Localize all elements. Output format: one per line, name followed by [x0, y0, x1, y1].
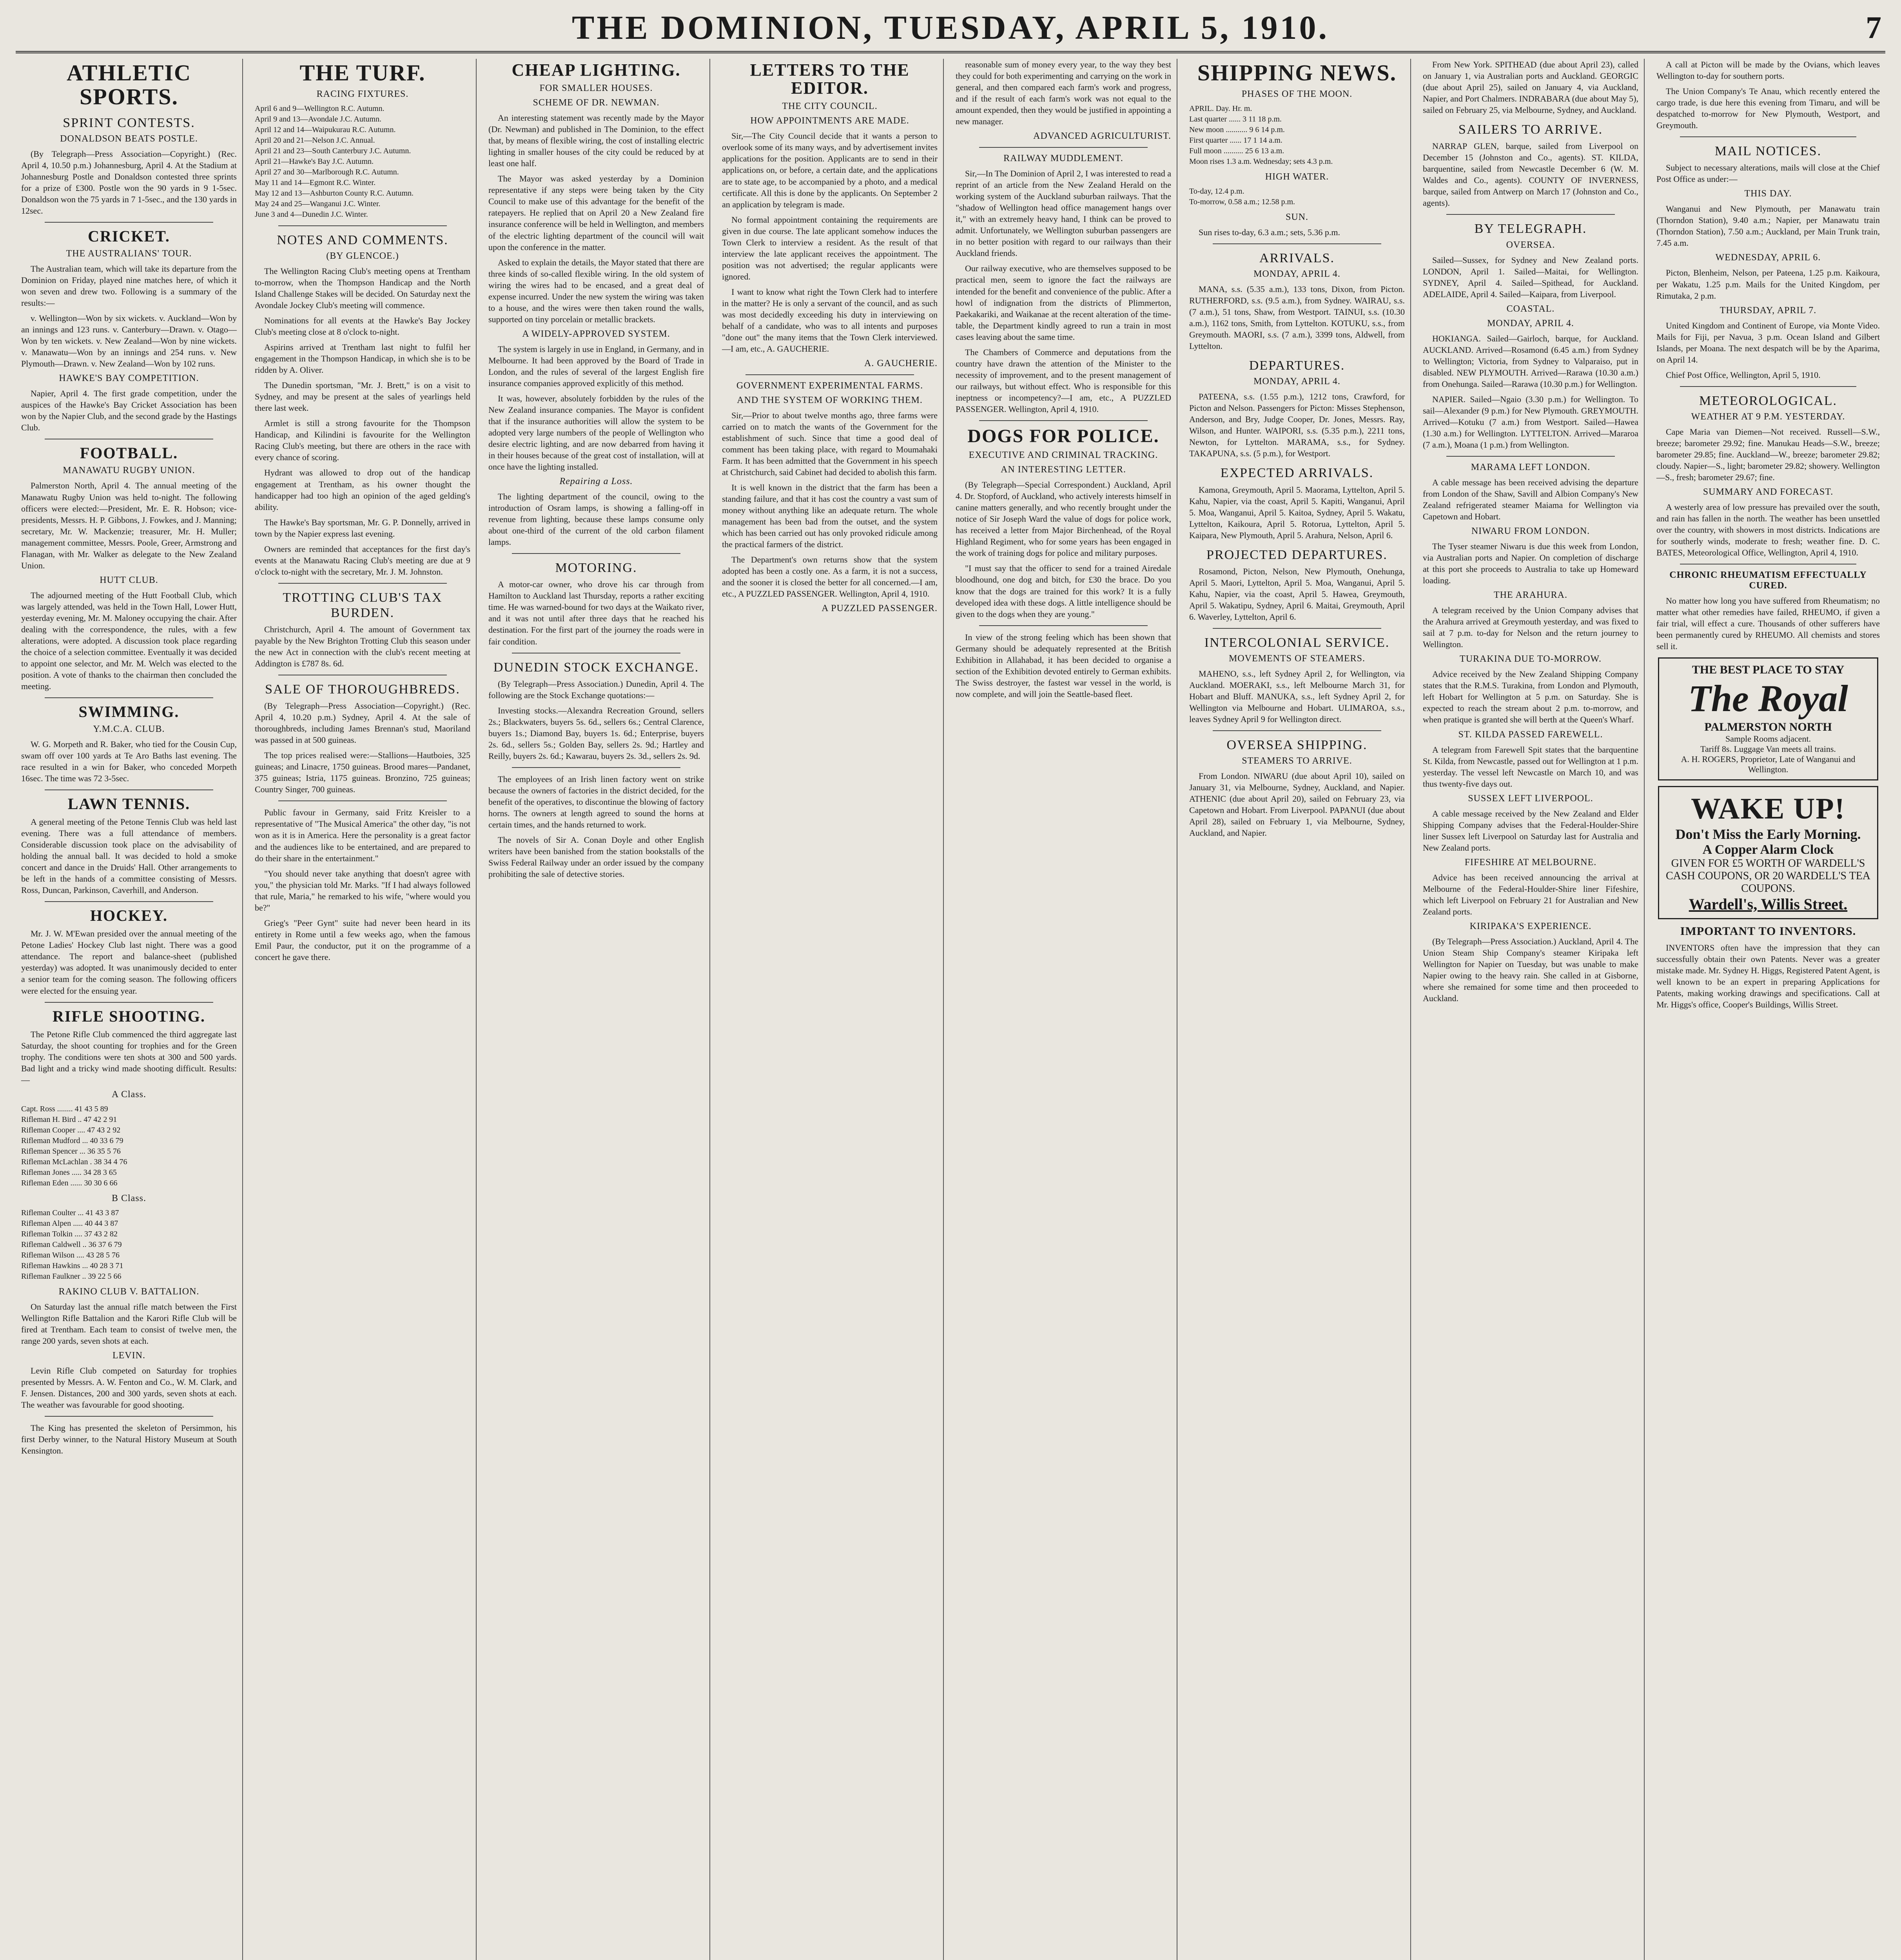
article-paragraph: Advice received by the New Zealand Shipping Company states that the R.M.S. Turakina, from London and Plymouth, left Hobart for Wellington at 5 p.m. on Saturday. She is expected to reach the stream about 2 p.m. to-morrow, and when pratique is granted she will berth at the Queen's Wharf.: [1423, 669, 1638, 725]
article-paragraph: The employees of an Irish linen factory went on strike because the owners of factories in the district decided, for the benefit of the operatives, to discontinue the blowing of factory horns. The owners at length agreed to sound the horns at certain times, and the hands returned to work.: [488, 774, 704, 829]
article-paragraph: The Union Company's Te Anau, which recently entered the cargo trade, is due here this evening from Timaru, and will be despatched to-morrow for New Plymouth, Westport, and Greymouth.: [1656, 86, 1880, 131]
subheading: THE CITY COUNCIL.: [782, 101, 878, 112]
article-paragraph: NAPIER. Sailed—Ngaio (3.30 p.m.) for Wellington. To sail—Alexander (9 p.m.) for New Plymouth. GREYMOUTH. Arrived—Kotuku (7 a.m.) from Westport. Sailed—Hawea (1.30 a.m.) for Wellington. LYTTELTON. Arrived—Mararoa (7 a.m.), Moana (1 p.m.) from Wellington.: [1423, 394, 1638, 450]
table-row: To-morrow, 0.58 a.m.; 12.58 p.m.: [1189, 197, 1295, 206]
ad-heading: CHRONIC RHEUMATISM EFFECTUALLY CURED.: [1669, 570, 1867, 591]
table-caption: B Class.: [111, 1193, 146, 1203]
ad-line: Sample Rooms adjacent.: [1725, 734, 1811, 744]
ad-subline: Don't Miss the Early Morning.: [1675, 826, 1861, 842]
article-paragraph: Grieg's "Peer Gynt" suite had never been heard in its entirety in Rome until a few weeks ago, when the famous Emil Paur, the conductor, put it on the programme of a concert he gave there.: [255, 918, 470, 962]
article-paragraph: An interesting statement was recently made by the Mayor (Dr. Newman) and published in The Dominion, to the effect that, by means of flexible wiring, the cost of installing electric lighting in smaller houses of the city could be reduced by at least one half.: [488, 113, 704, 169]
article-paragraph: The adjourned meeting of the Hutt Football Club, which was largely attended, was held in the Town Hall, Lower Hutt, yesterday evening, Mr. M. Maloney occupying the chair. After dealing with the correspondence, the rules, with a few alterations, were adopted. A discussion took place regarding the choice of a selection committee. Eventually it was decided to appoint one selector, and Mr. M. Welch was elected to the position. A vote of thanks to the chairman then concluded the meeting.: [21, 590, 237, 691]
article-paragraph: Kamona, Greymouth, April 5. Maorama, Lyttelton, April 5. Kahu, Napier, via the coast, April 5. Kapiti, Wanganui, April 5. Moa, Wanganui, April 5. Kaitoa, Sydney, April 5. Wakatu, Lyttelton, Kaikoura, April 5. Rotorua, Lyttelton, April 5. Kaipara, New Plymouth, April 5. Arahura, Nelson, April 6.: [1189, 485, 1405, 540]
table-row: Rifleman Alpen ..... 40 44 3 87: [21, 1219, 118, 1228]
article-paragraph: From London. NIWARU (due about April 10), sailed on January 31, via Melbourne, Sydney, Auckland, and Napier. ATHENIC (due about April 20), sailed on February 23, via Capetown and Hobart. From Liverpool. PAPANUI (due about April 28), sailed on February 1, via Melbourne, Sydney, Auckland, and Napier.: [1189, 771, 1405, 838]
article-paragraph: I want to know what right the Town Clerk had to interfere in the matter? He is only a servant of the council, and as such was most decidedly exceeding his duty in interviewing on behalf of a candidate, who was to all intents and purposes "done out" the many items that the Town Clerk interviewed.—I am, etc., A. GAUCHERIE.: [722, 287, 938, 354]
divider: [1213, 243, 1381, 244]
table-row: Moon rises 1.3 a.m. Wednesday; sets 4.3 p.m.: [1189, 157, 1333, 166]
article-paragraph: Aspirins arrived at Trentham last night to fulfil her engagement in the Thompson Handicap, in which she is to be ridden by A. Oliver.: [255, 342, 470, 375]
article-paragraph: PATEENA, s.s. (1.55 p.m.), 1212 tons, Crawford, for Picton and Nelson. Passengers for Picton: Misses Stephenson, Anderson, and Bry, Judge Cooper, Dr. Jones, Messrs. Ray, Wilson, and Hunter. WAIPORI, s.s. (5.35 p.m.), 2211 tons, Newton, for Lyttelton. MARAMA, s.s., for Sydney. TAKAPUNA, s.s. (5 p.m.), for Westport.: [1189, 392, 1405, 459]
subheading: METEOROLOGICAL.: [1699, 393, 1838, 408]
date-line: MONDAY, APRIL 4.: [1253, 376, 1340, 387]
article-paragraph: (By Telegraph—Press Association—Copyright.) (Rec. April 4, 10.20 p.m.) Sydney, April 4. At the sale of thoroughbreds, including James Brennan's stud, Maoriland was passed in at 500 guineas.: [255, 701, 470, 745]
subheading: NOTES AND COMMENTS.: [277, 232, 448, 247]
list-item: April 27 and 30—Marlborough R.C. Autumn.: [255, 167, 399, 176]
table-row: New moon ........... 9 6 14 p.m.: [1189, 125, 1285, 134]
article-paragraph: Napier, April 4. The first grade competition, under the auspices of the Hawke's Bay Cricket Association has been won by the Napier Club, and the second grade by the Hastings Club.: [21, 388, 237, 433]
article-paragraph: (By Telegraph—Press Association—Copyright.) (Rec. April 4, 10.50 p.m.) Johannesburg, April 4. At the Stadium at Johannesburg Postle and Donaldson contested three sprints for a prize of £300. Postle won the 90 yards in 9 1-5sec. Donaldson won the 75 yards in 7 1-5sec., and the 130 yards in 12sec.: [21, 149, 237, 216]
subheading: AND THE SYSTEM OF WORKING THEM.: [737, 395, 923, 405]
ad-line: Tariff 8s. Luggage Van meets all trains.: [1700, 744, 1836, 754]
article-paragraph: (By Telegraph—Press Association.) Dunedin, April 4. The following are the Stock Exchange quotations:—: [488, 679, 704, 700]
article-paragraph: United Kingdom and Continent of Europe, via Monte Video. Mails for Fiji, per Navua, 3 p.m. Ocean Island and Gilbert Islands, per Moana. The next despatch will be by the Aparima, on April 14.: [1656, 320, 1880, 365]
article-paragraph: It is well known in the district that the farm has been a standing failure, and that it has cost the country a vast sum of money without anything like an adequate return. The whole management has been bad from the outset, and the system which has been carried out has only provoked ridicule among the practical farmers of the district.: [722, 483, 938, 550]
list-item: April 6 and 9—Wellington R.C. Autumn.: [255, 104, 385, 113]
article-paragraph: Nominations for all events at the Hawke's Bay Jockey Club's meeting close at 8 o'clock to-night.: [255, 316, 470, 337]
article-paragraph: Sir,—Prior to about twelve months ago, three farms were carried on to match the wants of the Government for the establishment of such. Since that time a good deal of comment has been taking place, with regard to Moumahaki Farm. It has been admitted that the Government in his speech at Christchurch, said Cabinet had decided to abolish this farm.: [722, 410, 938, 477]
signature: ADVANCED AGRICULTURIST.: [1033, 131, 1171, 142]
subheading: TURAKINA DUE TO-MORROW.: [1460, 654, 1602, 664]
article-paragraph: A westerly area of low pressure has prevailed over the south, and rain has fallen in the north. The weather has been unsettled over the country, with showers in most districts. Indications are for southerly winds, moderate to fresh; weather fine. D. C. BATES, Meteorological Office, Wellington, April 4, 1910.: [1656, 502, 1880, 558]
list-item: May 11 and 14—Egmont R.C. Winter.: [255, 178, 376, 187]
article-paragraph: Sir,—In The Dominion of April 2, I was interested to read a reprint of an article from the New Zealand Herald on the working system of the Auckland suburban railways. That the "shadow of Wellington head office management hangs over it," with an extremely heavy hand, I think can be proved to admit. Unfortunately, we Wellington suburban passengers are in no better position with regard to our railways than their Auckland friends.: [956, 169, 1171, 258]
article-paragraph: (By Telegraph—Press Association.) Auckland, April 4. The Union Steam Ship Company's steamer Kiripaka left Wellington for Napier on Tuesday, but was unable to make Napier owing to the heavy rain. She called in at Gisborne, where she remained for some time and then proceeded to Auckland.: [1423, 936, 1638, 1004]
subheading: MOTORING.: [555, 561, 637, 575]
subheading: FOR SMALLER HOUSES.: [539, 83, 653, 94]
divider: [278, 583, 447, 584]
subheading: GOVERNMENT EXPERIMENTAL FARMS.: [736, 380, 923, 391]
divider: [45, 1416, 213, 1417]
article-paragraph: Chief Post Office, Wellington, April 5, 1910.: [1666, 370, 1821, 380]
date-line: MONDAY, APRIL 4.: [1487, 318, 1574, 328]
article-paragraph: The King has presented the skeleton of Persimmon, his first Derby winner, to the Natural History Museum at South Kensington.: [21, 1423, 237, 1455]
article-paragraph: Sir,—The City Council decide that it wants a person to overlook some of its many ways, and by advertisement invites applications for the position. Applicants are to send in their applications on, or before, a certain date, and the applications are to state age, to be accompanied by a photo, and a medical certificate. All this is done by the applicants. On September 2 an application by telegram is made.: [722, 131, 938, 209]
section-heading: LAWN TENNIS.: [67, 795, 190, 813]
article-paragraph: v. Wellington—Won by six wickets. v. Auckland—Won by an innings and 123 runs. v. Canterbury—Drawn. v. Otago—Won by ten wickets. v. New Zealand—Won by nine wickets. v. Manawatu—Won by an innings and 254 runs. v. New Plymouth—Drawn. v. New Zealand—Won by 102 runs.: [21, 313, 237, 369]
divider: [1680, 136, 1856, 137]
article-paragraph: reasonable sum of money every year, to the way they best they could for both experimenting and carrying on the work in general, and then compared each farm's work and progress, and if the result of each farm's work was not equal to the amount expended, then they would be justified in appointing a new manager.: [956, 60, 1171, 127]
section-heading: ATHLETIC SPORTS.: [67, 60, 191, 109]
article-paragraph: Sailed—Sussex, for Sydney and New Zealand ports. LONDON, April 1. Sailed—Maitai, for Wellington. SYDNEY, April 4. Sailed—Spithead, for Auckland. ADELAIDE, April 4. Sailed—Kaipara, from Liverpool.: [1423, 255, 1638, 299]
high-water-table: [1189, 186, 1405, 207]
table-row: Rifleman Coulter ... 41 43 3 87: [21, 1208, 119, 1217]
date-line: THIS DAY.: [1744, 189, 1792, 199]
table-row: Rifleman Hawkins ... 40 28 3 71: [21, 1261, 123, 1270]
article-paragraph: Picton, Blenheim, Nelson, per Pateena, 1.25 p.m. Kaikoura, per Wakatu, 1.25 p.m. Mails for the United Kingdom, per Rimutaka, 2 p.m.: [1656, 268, 1880, 301]
divider: [512, 767, 680, 768]
article-paragraph: "I must say that the officer to send for a trained Airedale bloodhound, one dog and bitch, for £30 the brace. Do you know that the dogs are trained for this work? It is a fully developed idea with these dogs. A little intelligence should be given to the dogs when they are young.": [956, 563, 1171, 619]
article-paragraph: A cable message received by the New Zealand and Elder Shipping Company advises that the Federal-Houlder-Shire liner Sussex left Liverpool on Saturday last for Australia and New Zealand ports.: [1423, 808, 1638, 853]
ad-paragraph: INVENTORS often have the impression that they can successfully obtain their own Patents. Never was a greater mistake made. Mr. Sydney H. Higgs, Registered Patent Agent, is well known to be an expert in preparing Applications for Patents, making working drawings and specifications. Call at Mr. Higgs's office, Cooper's Buildings, Willis Street.: [1656, 943, 1880, 1010]
article-paragraph: MANA, s.s. (5.35 a.m.), 133 tons, Dixon, from Picton. RUTHERFORD, s.s. (9.5 a.m.), from Sydney. WAIRAU, s.s. (7 a.m.), 51 tons, Shaw, from Westport. TAINUI, s.s. (10.30 a.m.), 1162 tons, Smith, from Lyttelton. KOTUKU, s.s., from Greymouth. MAORI, s.s. (7 a.m.), 3399 tons, Aldwell, from Lyttelton.: [1189, 284, 1405, 351]
subheading: RACING FIXTURES.: [316, 89, 409, 99]
table-row: Rifleman Eden ...... 30 30 6 66: [21, 1178, 118, 1187]
table-row: Rifleman Spencer ... 36 35 5 76: [21, 1147, 121, 1156]
subheading: SPRINT CONTESTS.: [63, 115, 195, 130]
subheading: HAWKE'S BAY COMPETITION.: [59, 373, 199, 384]
divider: [512, 553, 680, 554]
subheading: MAIL NOTICES.: [1714, 144, 1822, 159]
ad-offer: GIVEN FOR £5 WORTH OF WARDELL'S CASH COUPONS, OR 20 WARDELL'S TEA COUPONS.: [1665, 857, 1871, 895]
moon-phases-table: [1189, 103, 1405, 167]
signature: A PUZZLED PASSENGER.: [822, 603, 938, 614]
list-item: April 21—Hawke's Bay J.C. Autumn.: [255, 157, 374, 166]
article-paragraph: Advice has been received announcing the arrival at Melbourne of the Federal-Houlder-Shire liner Fifeshire, which left Liverpool on February 21 for Australian and New Zealand ports.: [1423, 872, 1638, 916]
byline: (BY GLENCOE.): [326, 250, 399, 261]
subheading: FIFESHIRE AT MELBOURNE.: [1464, 857, 1597, 867]
article-paragraph: A call at Picton will be made by the Ovians, which leaves Wellington to-day for southern ports.: [1656, 60, 1880, 81]
divider: [746, 374, 914, 375]
table-row: Rifleman McLachlan . 38 34 4 76: [21, 1157, 127, 1166]
subheading: BY TELEGRAPH.: [1474, 221, 1587, 236]
subheading: OVERSEA.: [1506, 240, 1555, 250]
subheading: DEPARTURES.: [1249, 358, 1345, 373]
article-paragraph: On Saturday last the annual rifle match between the First Wellington Rifle Battalion and the Karori Rifle Club will be fired at Trentham. Each team to consist of twelve men, the range 200 yards, seven shots at each.: [21, 1301, 237, 1346]
list-item: May 24 and 25—Wanganui J.C. Winter.: [255, 199, 381, 208]
article-paragraph: The Department's own returns show that the system adopted has been a costly one. As a farm, it is not a success, and the sooner it is closed the better for all concerned.—I am, etc., A PUZZLED PASSENGER. Wellington, April 4, 1910.: [722, 555, 938, 599]
table-row: Rifleman Wilson .... 43 28 5 76: [21, 1250, 120, 1259]
subheading: SUN.: [1285, 212, 1308, 222]
article-paragraph: The Wellington Racing Club's meeting opens at Trentham to-morrow, when the Thompson Handicap and the North Island Challenge Stakes will be decided. On Saturday next the Avondale Jockey Club's meeting will commence.: [255, 266, 470, 310]
article-paragraph: W. G. Morpeth and R. Baker, who tied for the Cousin Cup, swam off over 100 yards at Te Aro Baths last evening. The race resulted in a win for Baker, who conceded Morpeth 16sec. The time was 72 3-5sec.: [21, 739, 237, 784]
subheading: MOVEMENTS OF STEAMERS.: [1228, 653, 1366, 664]
article-paragraph: The top prices realised were:—Stallions—Hautboies, 325 guineas; and Linacre, 1750 guineas. Brood mares—Pandanet, 375 guineas; Istria, 1175 guineas. Bronzino, 725 guineas; Country Singer, 700 guineas.: [255, 750, 470, 795]
article-paragraph: The system is largely in use in England, in Germany, and in Melbourne. It had been approved by the Board of Trade in London, and the rules of several of the largest English fire insurance companies approved explicitly of this method.: [488, 344, 704, 388]
subheading: LEVIN.: [112, 1350, 145, 1361]
subheading: NIWARU FROM LONDON.: [1471, 526, 1590, 537]
article-paragraph: No formal appointment containing the requirements are given in due course. The late applicant somehow induces the Town Clerk to interview a resident. As the result of that interview the late applicant receives the appointment. The position was not advertised; the regular applicants were ignored.: [722, 214, 938, 281]
subheading: THE ARAHURA.: [1493, 590, 1567, 601]
article-paragraph: Public favour in Germany, said Fritz Kreisler to a representative of "The Musical America" the other day, "is not won as it is in America. Here the personality is a great factor and the audiences like to be entertained, and are prepared to do their share in the entertainment.": [255, 808, 470, 863]
article-paragraph: A cable message has been received advising the departure from London of the Shaw, Savill and Albion Company's New Zealand refrigerated steamer Maiama for Wellington via Capetown and Hobart.: [1423, 477, 1638, 522]
column-cheap-lighting: [483, 59, 710, 1960]
page-title: THE DOMINION, TUESDAY, APRIL 5, 1910.: [571, 9, 1330, 46]
article-paragraph: Owners are reminded that acceptances for the first day's events at the Manawatu Racing Club's meeting are due at 9 o'clock to-night with the secretary, Mr. J. M. Johnston.: [255, 544, 470, 577]
article-paragraph: Cape Maria van Diemen—Not received. Russell—S.W., breeze; barometer 29.92; fine. Manukau Heads—S.W., breeze; barometer 29.85; fine. Auckland—W., breeze; barometer 29.82; cloudy. Napier—S., light; barometer 29.82; showery. Wellington—S., fresh; barometer 29.67; fine.: [1656, 426, 1880, 482]
section-heading: HOCKEY.: [90, 907, 168, 925]
subheading: HUTT CLUB.: [100, 575, 158, 585]
subheading: PROJECTED DEPARTURES.: [1206, 547, 1388, 562]
column-mail-meteorological-ads: [1651, 59, 1885, 1960]
subheading: THE AUSTRALIANS' TOUR.: [66, 249, 192, 259]
table-row: Last quarter ...... 3 11 18 p.m.: [1189, 114, 1282, 123]
article-paragraph: Rosamond, Picton, Nelson, New Plymouth, Onehunga, April 5. Maori, Lyttelton, April 5. Moa, Wanganui, April 5. Kahu, Napier, via the coast, April 5. Hawea, Greymouth, April 5. Wakatipu, Sydney, April 6. Maitai, Greymouth, April 6. Waverley, Lyttelton, April 6.: [1189, 566, 1405, 622]
ad-heading: IMPORTANT TO INVENTORS.: [1680, 925, 1856, 938]
article-paragraph: A motor-car owner, who drove his car through from Hamilton to Auckland last Thursday, reports a rather exciting time. He was warned-bound for two days at the Waikato river, and it was not until after three days that he reached his destination. For the first part of the journey the roads were in fair condition.: [488, 579, 704, 646]
ad-location: PALMERSTON NORTH: [1704, 720, 1832, 734]
hotel-logo: The Royal: [1688, 677, 1848, 720]
article-paragraph: The Chambers of Commerce and deputations from the country have drawn the attention of the Minister to the necessity of improvement, and to the present management of our railways, but without effect. Who is responsible for this ineptness or incompetency?—I am, etc., A PUZZLED PASSENGER. Wellington, April 4, 1910.: [956, 347, 1171, 414]
date-line: THURSDAY, APRIL 7.: [1720, 305, 1817, 316]
subheading: KIRIPAKA'S EXPERIENCE.: [1469, 921, 1592, 931]
column-the-turf: [249, 59, 477, 1960]
masthead: [16, 8, 1885, 53]
table-row: Rifleman Tolkin .... 37 43 2 82: [21, 1229, 118, 1238]
subheading: EXECUTIVE AND CRIMINAL TRACKING.: [969, 450, 1158, 461]
subheading: RAILWAY MUDDLEMENT.: [1003, 153, 1123, 164]
section-heading: CHEAP LIGHTING.: [512, 60, 681, 80]
column-shipping-continued: [1417, 59, 1645, 1960]
table-caption: A Class.: [111, 1089, 146, 1100]
article-paragraph: The Petone Rifle Club commenced the third aggregate last Saturday, the shoot counting for trophies and for the Green trophy. The conditions were ten shots at 300 and 500 yards. Bad light and a tricky wind made shooting difficult. Results:—: [21, 1029, 237, 1085]
list-item: April 12 and 14—Waipukurau R.C. Autumn.: [255, 125, 396, 134]
article-paragraph: Christchurch, April 4. The amount of Government tax payable by the New Brighton Trotting Club this season under the new Act in connection with the club's recent meeting at Addington is £787 8s. 6d.: [255, 624, 470, 669]
article-paragraph: The Tyser steamer Niwaru is due this week from London, via Australian ports and Napier. On completion of discharge at this port she proceeds to Australia to take up Homeward loading.: [1423, 541, 1638, 586]
section-heading: DOGS FOR POLICE.: [967, 425, 1159, 446]
section-heading: SHIPPING NEWS.: [1197, 60, 1397, 85]
subheading: OVERSEA SHIPPING.: [1226, 738, 1368, 753]
ad-headline: WAKE UP!: [1691, 792, 1845, 826]
section-heading: CRICKET.: [88, 227, 170, 245]
table-row: Capt. Ross ........ 41 43 5 89: [21, 1104, 108, 1113]
divider: [979, 147, 1148, 148]
article-paragraph: The Australian team, which will take its departure from the Dominion on Friday, played nine matches here, of which it won seven and drew two. Following is a summary of the results:—: [21, 264, 237, 308]
article-paragraph: The Hawke's Bay sportsman, Mr. G. P. Donnelly, arrived in town by the Napier express last evening.: [255, 517, 470, 539]
divider: [1213, 628, 1381, 629]
ad-paragraph: No matter how long you have suffered from Rheumatism; no matter what other remedies have failed, RHEUMO, if given a fair trial, will effect a cure. Thousands of other sufferers have been permanently cured by RHEUMO. All chemists and stores sell it.: [1656, 596, 1880, 652]
subheading: SUSSEX LEFT LIVERPOOL.: [1468, 793, 1593, 804]
subheading: COASTAL.: [1506, 303, 1555, 314]
table-row: Rifleman Jones ..... 34 28 3 65: [21, 1168, 117, 1177]
article-paragraph: From New York. SPITHEAD (due about April 23), called on January 1, via Australian ports and Auckland. GEORGIC (due about April 25), sailed on January 4, via Auckland, Napier, and Port Chalmers. INDRABARA (due about May 5), sailed on February 25, via Melbourne, Sydney, and Auckland.: [1423, 60, 1638, 115]
article-paragraph: Mr. J. W. M'Ewan presided over the annual meeting of the Petone Ladies' Hockey Club last night. There was a good attendance. The report and balance-sheet (published yesterday) was adopted. It was unanimously decided to enter a senior team for the coming season. The following officers were elected for the ensuing year.: [21, 929, 237, 996]
section-heading: FOOTBALL.: [80, 444, 178, 462]
article-paragraph: The novels of Sir A. Conan Doyle and other English writers have been banished from the station bookstalls of the Swiss Federal Railway under an order issued by the company prohibiting the sale of detective stories.: [488, 835, 704, 879]
subheading: TROTTING CLUB'S TAX BURDEN.: [283, 590, 443, 620]
article-paragraph: Subject to necessary alterations, mails will close at the Chief Post Office as under:—: [1656, 163, 1880, 184]
subheading: SUMMARY AND FORECAST.: [1703, 486, 1834, 497]
article-paragraph: Armlet is still a strong favourite for the Thompson Handicap, and Kilindini is favourite for the Wellington Racing Club's meeting, but there are others in the race with every chance of scoring.: [255, 418, 470, 463]
subheading: HIGH WATER.: [1265, 171, 1329, 182]
scores-table-a: [21, 1104, 237, 1189]
subheading: MARAMA LEFT LONDON.: [1471, 462, 1591, 472]
section-heading: LETTERS TO THE EDITOR.: [750, 60, 910, 98]
divider: [1213, 730, 1381, 731]
subheading: Repairing a Loss.: [559, 476, 633, 487]
column-letters-to-editor: [717, 59, 944, 1960]
article-paragraph: (By Telegraph—Special Correspondent.) Auckland, April 4. Dr. Stopford, of Auckland, who actively interests himself in canine matters generally, and who recently brought under the notice of Sir Joseph Ward the value of dogs for police work, has received a letter from Major Birchenhead, of the Royal Highland Regiment, who for some years has been engaged in the work of training dogs for police and military purposes.: [956, 480, 1171, 558]
article-paragraph: A telegram from Farewell Spit states that the barquentine St. Kilda, from Newcastle, passed out for Wellington at 1 p.m. yesterday. The vessel left Newcastle on March 10, and was thus twenty-five days out.: [1423, 744, 1638, 789]
alarm-clock-ad: [1658, 786, 1878, 919]
article-paragraph: The lighting department of the council, owing to the introduction of Osram lamps, is showing a falling-off in revenue from lighting, because these lamps consume only about one-third of the current of the old carbon filament lamps.: [488, 492, 704, 547]
list-item: April 21 and 23—South Canterbury J.C. Autumn.: [255, 146, 411, 155]
list-item: April 9 and 13—Avondale J.C. Autumn.: [255, 114, 381, 123]
signature: A. GAUCHERIE.: [864, 358, 938, 368]
subheading: WEATHER AT 9 P.M. YESTERDAY.: [1691, 411, 1845, 422]
divider: [1446, 456, 1615, 457]
date-line: MONDAY, APRIL 4.: [1253, 269, 1340, 279]
article-paragraph: Sun rises to-day, 6.3 a.m.; sets, 5.36 p.m.: [1199, 227, 1340, 237]
article-paragraph: Levin Rifle Club competed on Saturday for trophies presented by Messrs. A. W. Fenton and Co., W. M. Clark, and F. Jensen. Distances, 200 and 300 yards, seven shots at each. The weather was favourable for good shooting.: [21, 1365, 237, 1410]
section-heading: THE TURF.: [299, 60, 426, 85]
divider: [45, 697, 213, 698]
article-paragraph: A telegram received by the Union Company advises that the Arahura arrived at Greymouth yesterday, and was fixed to sail at 7 p.m. to-day for Nelson and the return journey to Wellington.: [1423, 605, 1638, 650]
subheading: SCHEME OF DR. NEWMAN.: [533, 98, 660, 108]
article-paragraph: NARRAP GLEN, barque, sailed from Liverpool on December 15 (Johnston and Co., agents). ST. KILDA, barquentine, sailed from Newcastle December 6 (W. M. Waldes and Co., agents). COUNTY OF INVERNESS, barque, sailed from Antwerp on March 17 (Johnston and Co., agents).: [1423, 141, 1638, 208]
divider: [979, 625, 1148, 626]
subheading: INTERCOLONIAL SERVICE.: [1204, 635, 1390, 650]
table-row: Rifleman H. Bird .. 47 42 2 91: [21, 1115, 117, 1124]
article-paragraph: HOKIANGA. Sailed—Gairloch, barque, for Auckland. AUCKLAND. Arrived—Rosamond (6.45 a.m.) from Sydney to Wellington; Victoria, from Sydney to Valparaiso, put in disabled. NEW PLYMOUTH. Arrived—Rarawa (10.30 a.m.) from Onehunga. Sailed—Rarawa (10.30 p.m.) for Wellington.: [1423, 333, 1638, 389]
ad-store: Wardell's, Willis Street.: [1689, 895, 1848, 913]
subheading: PHASES OF THE MOON.: [1241, 89, 1353, 99]
table-row: Rifleman Faulkner .. 39 22 5 66: [21, 1272, 122, 1281]
ad-product: A Copper Alarm Clock: [1702, 842, 1834, 857]
article-paragraph: Wanganui and New Plymouth, per Manawatu train (Thorndon Station), 9.40 a.m.; Napier, per Manawatu train (Thorndon Station), 7.50 a.m.; Auckland, per Main Trunk train, 7.45 a.m.: [1656, 204, 1880, 248]
date-line: WEDNESDAY, APRIL 6.: [1715, 252, 1821, 263]
subheading: RAKINO CLUB V. BATTALION.: [58, 1286, 200, 1297]
divider: [278, 800, 447, 801]
column-athletic-sports: [16, 59, 243, 1960]
article-paragraph: MAHENO, s.s., left Sydney April 2, for Wellington, via Auckland. MOERAKI, s.s., left Melbourne March 31, for Hobart and Bluff. MANUKA, s.s., left Sydney April 2, for Wellington via Melbourne and Hobart. ULIMAROA, s.s., leaves Sydney April 9 for Wellington direct.: [1189, 669, 1405, 724]
ad-line: A. H. ROGERS, Proprietor, Late of Wanganui and Wellington.: [1681, 754, 1856, 775]
subheading: A WIDELY-APPROVED SYSTEM.: [522, 328, 670, 339]
subheading: EXPECTED ARRIVALS.: [1220, 466, 1374, 481]
article-paragraph: The Dunedin sportsman, "Mr. J. Brett," is on a visit to Sydney, and may be present at the sales of yearlings held there last week.: [255, 380, 470, 413]
divider: [45, 1002, 213, 1003]
table-row: APRIL. Day. Hr. m.: [1189, 104, 1252, 113]
article-paragraph: "You should never take anything that doesn't agree with you," the physician told Mr. Marks. "If I had always followed that rule, Maria," he remarked to his wife, "where would you be?": [255, 868, 470, 913]
table-row: First quarter ...... 17 1 14 a.m.: [1189, 136, 1282, 145]
subheading: HOW APPOINTMENTS ARE MADE.: [750, 116, 909, 126]
divider: [979, 420, 1148, 421]
list-item: June 3 and 4—Dunedin J.C. Winter.: [255, 210, 368, 219]
subheading: ST. KILDA PASSED FAREWELL.: [1458, 729, 1603, 740]
article-paragraph: Palmerston North, April 4. The annual meeting of the Manawatu Rugby Union was held to-night. The following officers were elected:—President, Mr. E. R. Hobson; vice-presidents, Messrs. H. P. Gibbons, J. Fowkes, and J. Manning; secretary, Mr. W. Mackenzie; treasurer, Mr. H. Muller; management committee, Messrs. Poole, Greer, Armstrong and Flanagan, with Mr. Walker as delegate to the New Zealand Union.: [21, 481, 237, 570]
article-paragraph: Investing stocks.—Alexandra Recreation Ground, sellers 2s.; Blackwaters, buyers 5s. 6d., sellers 6s.; Central Clarence, buyers 1s.; Diamond Bay, buyers 1s. 6d.; Enterprise, buyers 2s. 6d., sellers 5s.; Golden Bay, sellers 2s. 9d.; Hartley and Reilly, buyers 2s. 6d.; Kawarau, buyers 2s. 3d., sellers 2s. 9d.: [488, 705, 704, 761]
list-item: April 20 and 21—Nelson J.C. Annual.: [255, 136, 375, 145]
article-paragraph: The Mayor was asked yesterday by a Dominion representative if any steps were being taken by the City Council to make use of this advantage for the benefit of the ratepayers. He replied that on April 20 a New Zealand fire insurance conference will be held in Wellington, and members of the electric lighting department of the council will wait upon the conference in the matter.: [488, 174, 704, 252]
table-row: Rifleman Cooper .... 47 43 2 92: [21, 1125, 121, 1134]
racing-fixtures-list: [255, 103, 470, 220]
scores-table-b: [21, 1208, 237, 1282]
subheading: STEAMERS TO ARRIVE.: [1242, 756, 1352, 766]
divider: [278, 225, 447, 226]
article-paragraph: In view of the strong feeling which has been shown that Germany should be adequately represented at the British Exhibition in Allahabad, it has been decided to organise a section of the Exhibition devoted entirely to German exhibits. The Swiss destroyer, the fastest war vessel in the world, is now complete, and will join the Seattle-based fleet.: [956, 632, 1171, 699]
divider: [45, 901, 213, 902]
table-row: To-day, 12.4 p.m.: [1189, 187, 1244, 196]
article-paragraph: Our railway executive, who are themselves supposed to be practical men, seem to ignore the fact the railways are intended for the benefit and convenience of the public. After a howl of indignation from the districts of Plimmerton, Paekakariki, and Waikanae at the recent alteration of the time-table, the Department kindly agreed to run a train in most cases leaving about the same time.: [956, 263, 1171, 342]
list-item: May 12 and 13—Ashburton County R.C. Autumn.: [255, 189, 414, 198]
article-paragraph: Asked to explain the details, the Mayor stated that there are three kinds of so-called flexible wiring. In the old system of wiring the wires had to be encased, and a great deal of expense incurred. Under the new system the wiring was taken to a house, and the wires were then taken round the walls, supported on tiny porcelain or metallic brackets.: [488, 257, 704, 324]
column-shipping-news: [1184, 59, 1411, 1960]
column-letters-continued: [950, 59, 1177, 1960]
table-row: Rifleman Mudford ... 40 33 6 79: [21, 1136, 123, 1145]
table-row: Rifleman Caldwell .. 36 37 6 79: [21, 1240, 122, 1249]
article-paragraph: Hydrant was allowed to drop out of the handicap engagement at Trentham, as his owner thought the handicapper had too high an opinion of the aged gelding's ability.: [255, 468, 470, 512]
article-paragraph: It was, however, absolutely forbidden by the rules of the New Zealand insurance companies. The Mayor is confident that if the insurance authorities will allow the system to be adopted very large numbers of the people of Wellington who desire electric lighting, and are now debarred from having it in their houses because of the great cost of installation, will at once have the lighting installed.: [488, 393, 704, 472]
ad-tagline: THE BEST PLACE TO STAY: [1692, 663, 1845, 677]
royal-hotel-ad: [1658, 657, 1878, 780]
subheading: SAILERS TO ARRIVE.: [1458, 122, 1603, 137]
table-row: Full moon .......... 25 6 13 a.m.: [1189, 146, 1284, 155]
subheading: MANAWATU RUGBY UNION.: [63, 465, 195, 476]
section-heading: SWIMMING.: [78, 703, 180, 720]
divider: [45, 222, 213, 223]
subheading: DONALDSON BEATS POSTLE.: [60, 133, 198, 144]
section-heading: RIFLE SHOOTING.: [52, 1007, 206, 1025]
page-number: 7: [1866, 11, 1881, 45]
subheading: AN INTERESTING LETTER.: [1001, 465, 1126, 475]
subheading: Y.M.C.A. CLUB.: [93, 724, 165, 734]
subheading: DUNEDIN STOCK EXCHANGE.: [493, 660, 699, 675]
columns: [16, 59, 1885, 1960]
subheading: SALE OF THOROUGHBREDS.: [265, 682, 460, 697]
subheading: ARRIVALS.: [1259, 250, 1335, 265]
divider: [1446, 214, 1615, 215]
divider: [1680, 386, 1856, 387]
article-paragraph: A general meeting of the Petone Tennis Club was held last evening. There was a full attendance of members. Considerable discussion took place on the advisability of holding the annual ball. It was decided to hold a smoke concert and dance in the Druids' Hall. Other arrangements to be left in the hands of a committee consisting of Messrs. Ross, Duncan, Parkinson, Caverhill, and Anderson.: [21, 817, 237, 895]
divider: [45, 789, 213, 790]
